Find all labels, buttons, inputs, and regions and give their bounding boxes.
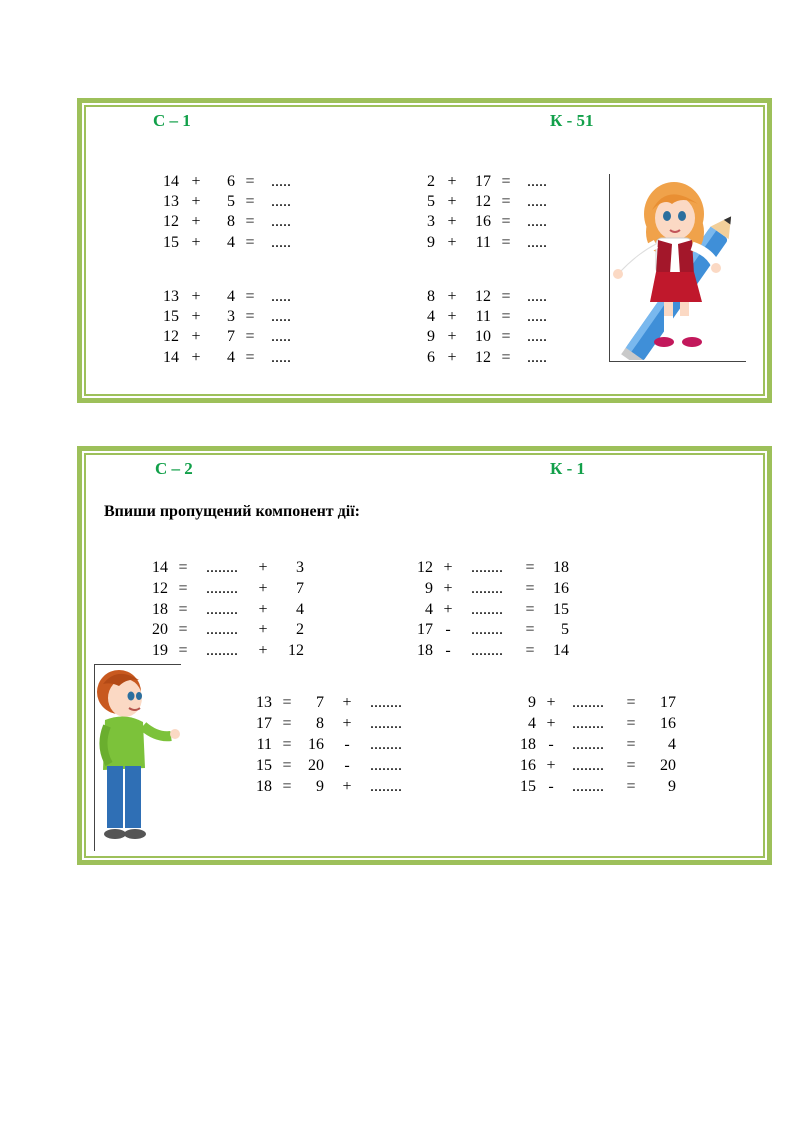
equation-row [415, 286, 575, 307]
equation-token: 9 [427, 328, 435, 345]
equation-token: + [447, 234, 457, 251]
answer-blank[interactable]: ..... [527, 173, 547, 190]
answer-blank[interactable]: ..... [527, 193, 547, 210]
equation-token: + [447, 193, 457, 210]
equation-token: = [626, 757, 636, 774]
equation-token: = [245, 349, 255, 366]
equation-token: 11 [256, 736, 272, 753]
equation-token: + [447, 288, 457, 305]
equation-token: + [258, 559, 268, 576]
equation-token: = [245, 213, 255, 230]
equation-token: 20 [152, 621, 168, 638]
equation-token: 15 [163, 234, 179, 251]
equation-token: + [191, 173, 201, 190]
equation-token: + [258, 642, 268, 659]
equation-token: 4 [227, 288, 235, 305]
equation-token: 9 [316, 778, 324, 795]
equation-token: 8 [427, 288, 435, 305]
equation-token: 6 [227, 173, 235, 190]
equation-token: 4 [425, 601, 433, 618]
answer-blank[interactable]: ........ [370, 736, 402, 753]
equation-token: 9 [668, 778, 676, 795]
equation-row [148, 599, 318, 620]
equation-token: + [342, 715, 352, 732]
equation-token: + [443, 559, 453, 576]
equation-token: + [191, 328, 201, 345]
equation-token: 5 [427, 193, 435, 210]
equation-token: 2 [296, 621, 304, 638]
card1-right-code: К - 51 [550, 111, 594, 130]
answer-blank[interactable]: ..... [527, 349, 547, 366]
equation-token: = [501, 193, 511, 210]
equation-token: - [445, 621, 451, 638]
equation-token: = [282, 757, 292, 774]
equation-token: - [548, 778, 554, 795]
equation-token: + [191, 288, 201, 305]
equation-token: + [258, 621, 268, 638]
equation-token: = [245, 234, 255, 251]
equation-token: 18 [152, 601, 168, 618]
equation-token: + [342, 778, 352, 795]
equation-token: + [258, 580, 268, 597]
answer-blank[interactable]: ........ [206, 580, 238, 597]
equation-token: - [445, 642, 451, 659]
answer-blank[interactable]: ..... [271, 308, 291, 325]
equation-token: 12 [163, 213, 179, 230]
equation-row [516, 776, 686, 797]
equation-token: 12 [417, 559, 433, 576]
equation-token: 8 [316, 715, 324, 732]
equation-token: + [191, 349, 201, 366]
equation-row [413, 578, 583, 599]
equation-token: 12 [152, 580, 168, 597]
equation-token: 14 [163, 349, 179, 366]
equation-token: 17 [417, 621, 433, 638]
equation-token: 4 [227, 349, 235, 366]
answer-blank[interactable]: ........ [572, 778, 604, 795]
equation-token: = [245, 328, 255, 345]
equation-token: 10 [475, 328, 491, 345]
equation-token: 15 [553, 601, 569, 618]
equation-token: = [178, 621, 188, 638]
equation-token: = [525, 642, 535, 659]
answer-blank[interactable]: ..... [271, 234, 291, 251]
equation-token: + [546, 694, 556, 711]
equation-token: 7 [227, 328, 235, 345]
equation-row [159, 171, 319, 192]
answer-blank[interactable]: ........ [471, 601, 503, 618]
equation-token: 7 [316, 694, 324, 711]
equation-token: 9 [528, 694, 536, 711]
equation-token: = [501, 213, 511, 230]
equation-token: + [258, 601, 268, 618]
equation-token: 15 [163, 308, 179, 325]
equation-token: 16 [660, 715, 676, 732]
equation-token: 11 [475, 234, 491, 251]
equation-token: = [501, 349, 511, 366]
equation-token: = [525, 621, 535, 638]
answer-blank[interactable]: ........ [370, 694, 402, 711]
equation-token: = [245, 288, 255, 305]
card2-right-code: К - 1 [550, 459, 585, 478]
equation-row [415, 171, 575, 192]
equation-token: 12 [475, 349, 491, 366]
equation-token: 4 [427, 308, 435, 325]
equation-token: 4 [296, 601, 304, 618]
equation-token: + [191, 193, 201, 210]
equation-row [415, 211, 575, 232]
equation-token: 11 [475, 308, 491, 325]
equation-token: = [178, 642, 188, 659]
equation-token: 15 [256, 757, 272, 774]
answer-blank[interactable]: ..... [271, 173, 291, 190]
equation-token: 14 [163, 173, 179, 190]
equation-token: 18 [256, 778, 272, 795]
equation-row [415, 326, 575, 347]
answer-blank[interactable]: ........ [206, 601, 238, 618]
equation-token: + [546, 715, 556, 732]
equation-row [159, 286, 319, 307]
answer-blank[interactable]: ..... [271, 328, 291, 345]
equation-token: 15 [520, 778, 536, 795]
equation-token: = [178, 580, 188, 597]
equation-token: = [178, 559, 188, 576]
answer-blank[interactable]: ........ [370, 778, 402, 795]
equation-token: 6 [427, 349, 435, 366]
answer-blank[interactable]: ..... [527, 234, 547, 251]
equation-token: = [525, 601, 535, 618]
equation-token: 17 [256, 715, 272, 732]
equation-token: + [447, 328, 457, 345]
equation-token: = [501, 288, 511, 305]
equation-token: + [191, 308, 201, 325]
equation-token: + [443, 580, 453, 597]
equation-row [413, 599, 583, 620]
equation-token: = [282, 778, 292, 795]
equation-token: - [344, 736, 350, 753]
answer-blank[interactable]: ..... [527, 213, 547, 230]
equation-token: 9 [427, 234, 435, 251]
equation-row [159, 211, 319, 232]
equation-token: 18 [520, 736, 536, 753]
equation-token: 16 [308, 736, 324, 753]
equation-token: = [282, 736, 292, 753]
answer-blank[interactable]: ........ [471, 559, 503, 576]
equation-row [413, 640, 583, 661]
equation-token: 3 [227, 308, 235, 325]
equation-token: + [191, 213, 201, 230]
equation-row [252, 713, 422, 734]
answer-blank[interactable]: ..... [527, 288, 547, 305]
equation-token: 19 [152, 642, 168, 659]
answer-blank[interactable]: ........ [206, 642, 238, 659]
answer-blank[interactable]: ........ [572, 694, 604, 711]
equation-token: 8 [227, 213, 235, 230]
answer-blank[interactable]: ..... [271, 213, 291, 230]
boy-pointing-illustration [95, 666, 181, 848]
equation-row [415, 347, 575, 368]
equation-token: = [626, 694, 636, 711]
equation-row [148, 640, 318, 661]
equation-row [148, 578, 318, 599]
answer-blank[interactable]: ........ [572, 757, 604, 774]
equation-token: 7 [296, 580, 304, 597]
equation-token: - [344, 757, 350, 774]
equation-token: + [447, 213, 457, 230]
equation-token: 20 [308, 757, 324, 774]
equation-token: 4 [227, 234, 235, 251]
equation-token: = [178, 601, 188, 618]
equation-token: = [245, 308, 255, 325]
instruction-text: Впиши пропущений компонент дії: [104, 503, 360, 520]
card2-left-code: С – 2 [155, 459, 193, 478]
answer-blank[interactable]: ..... [271, 288, 291, 305]
equation-token: 3 [296, 559, 304, 576]
equation-token: = [501, 234, 511, 251]
equation-token: = [245, 173, 255, 190]
equation-row [516, 713, 686, 734]
equation-token: 18 [417, 642, 433, 659]
equation-token: 12 [475, 193, 491, 210]
equation-token: 16 [520, 757, 536, 774]
equation-token: 2 [427, 173, 435, 190]
equation-token: 16 [475, 213, 491, 230]
equation-row [415, 306, 575, 327]
equation-token: 12 [288, 642, 304, 659]
equation-token: + [342, 694, 352, 711]
equation-row [516, 755, 686, 776]
equation-token: 12 [163, 328, 179, 345]
equation-row [252, 734, 422, 755]
equation-token: 17 [475, 173, 491, 190]
equation-row [159, 232, 319, 253]
equation-token: 14 [152, 559, 168, 576]
equation-row [159, 347, 319, 368]
equation-row [516, 692, 686, 713]
answer-blank[interactable]: ........ [471, 642, 503, 659]
equation-token: = [525, 580, 535, 597]
equation-token: - [548, 736, 554, 753]
equation-token: 18 [553, 559, 569, 576]
card1-left-code: С – 1 [153, 111, 191, 130]
equation-row [415, 191, 575, 212]
equation-token: 17 [660, 694, 676, 711]
equation-row [159, 326, 319, 347]
equation-token: = [626, 715, 636, 732]
answer-blank[interactable]: ........ [206, 621, 238, 638]
answer-blank[interactable]: ..... [271, 193, 291, 210]
equation-token: = [245, 193, 255, 210]
equation-token: 4 [528, 715, 536, 732]
equation-token: + [447, 308, 457, 325]
equation-row [516, 734, 686, 755]
answer-blank[interactable]: ........ [572, 715, 604, 732]
equation-token: 14 [553, 642, 569, 659]
equation-token: 13 [163, 288, 179, 305]
equation-token: 20 [660, 757, 676, 774]
equation-row [252, 692, 422, 713]
equation-row [159, 306, 319, 327]
equation-token: 5 [561, 621, 569, 638]
equation-row [415, 232, 575, 253]
equation-token: 4 [668, 736, 676, 753]
answer-blank[interactable]: ..... [527, 328, 547, 345]
equation-token: 13 [163, 193, 179, 210]
equation-token: + [546, 757, 556, 774]
equation-token: + [443, 601, 453, 618]
equation-token: 12 [475, 288, 491, 305]
answer-blank[interactable]: ........ [471, 621, 503, 638]
answer-blank[interactable]: ........ [471, 580, 503, 597]
equation-row [252, 776, 422, 797]
equation-row [148, 557, 318, 578]
equation-row [252, 755, 422, 776]
equation-token: 16 [553, 580, 569, 597]
equation-token: + [191, 234, 201, 251]
equation-token: = [626, 736, 636, 753]
equation-token: + [447, 173, 457, 190]
equation-token: 9 [425, 580, 433, 597]
equation-token: = [626, 778, 636, 795]
equation-token: 3 [427, 213, 435, 230]
answer-blank[interactable]: ........ [572, 736, 604, 753]
equation-token: = [501, 328, 511, 345]
answer-blank[interactable]: ..... [271, 349, 291, 366]
equation-token: + [447, 349, 457, 366]
equation-token: = [282, 715, 292, 732]
equation-token: = [525, 559, 535, 576]
answer-blank[interactable]: ........ [370, 715, 402, 732]
girl-with-pencil-illustration [612, 174, 744, 360]
equation-row [413, 557, 583, 578]
equation-row [413, 619, 583, 640]
equation-token: = [501, 308, 511, 325]
answer-blank[interactable]: ........ [206, 559, 238, 576]
equation-row [159, 191, 319, 212]
equation-token: = [501, 173, 511, 190]
equation-token: = [282, 694, 292, 711]
answer-blank[interactable]: ........ [370, 757, 402, 774]
equation-token: 13 [256, 694, 272, 711]
answer-blank[interactable]: ..... [527, 308, 547, 325]
equation-row [148, 619, 318, 640]
equation-token: 5 [227, 193, 235, 210]
